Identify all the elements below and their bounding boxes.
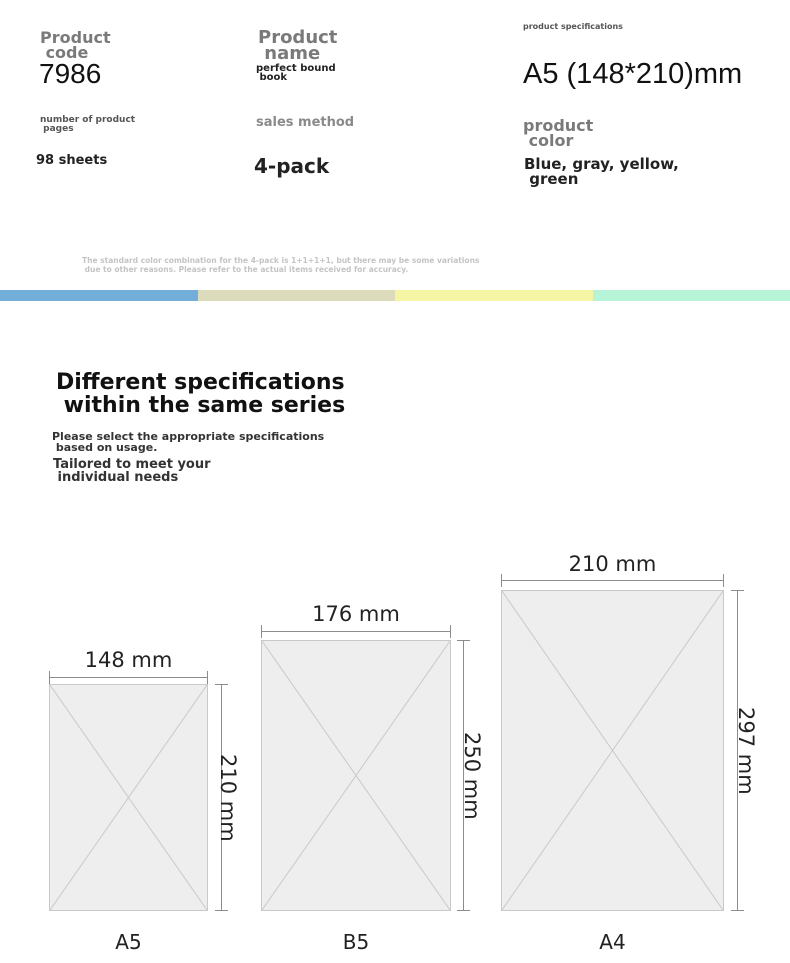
color-band-gray — [198, 290, 395, 301]
a4-height-label: 297 mm — [734, 706, 758, 795]
a5-size-name: A5 — [115, 930, 142, 954]
section-title: Different specifications within the same series — [56, 370, 346, 418]
b5-paper-sheet — [261, 640, 451, 911]
a4-paper-sheet — [501, 590, 724, 911]
product-code-value: 7986 — [39, 58, 102, 89]
a4-width-label: 210 mm — [568, 552, 657, 576]
pages-value: 98 sheets — [36, 153, 108, 168]
section-subtitle: Please select the appropriate specifications based on usage. — [52, 430, 325, 454]
b5-width-label: 176 mm — [312, 602, 400, 626]
product-name-value: perfect bound book — [256, 63, 336, 83]
a5-height-label: 210 mm — [216, 753, 240, 842]
product-color-value: Blue, gray, yellow, green — [524, 155, 679, 188]
product-name-label: Product name — [258, 27, 338, 64]
product-color-label: product color — [523, 116, 594, 150]
b5-size-name: B5 — [342, 930, 370, 954]
a4-size-name: A4 — [599, 930, 626, 954]
color-combination-note: The standard color combination for the 4-pack is 1+1+1+1, but there may be some variations due to other reasons. Please refer to the actual items received for accuracy. — [82, 256, 480, 274]
a5-width-label: 148 mm — [84, 648, 173, 672]
product-code-label: Product code — [40, 28, 111, 62]
section-tagline: Tailored to meet your individual needs — [53, 457, 211, 485]
a4-width-dimension-line — [501, 580, 724, 581]
color-band-yellow — [395, 290, 593, 301]
color-band-green — [593, 290, 790, 301]
sales-method-label: sales method — [256, 115, 355, 130]
b5-width-dimension-line — [261, 631, 451, 632]
pages-label: number of product pages — [40, 115, 136, 134]
product-spec-value: A5 (148*210)mm — [523, 58, 743, 90]
b5-height-label: 250 mm — [460, 731, 484, 820]
color-band-blue — [0, 290, 198, 301]
product-spec-label: product specifications — [523, 22, 623, 31]
a5-width-dimension-line — [49, 677, 208, 678]
sales-method-value: 4-pack — [254, 154, 330, 178]
a5-paper-sheet — [49, 684, 208, 911]
